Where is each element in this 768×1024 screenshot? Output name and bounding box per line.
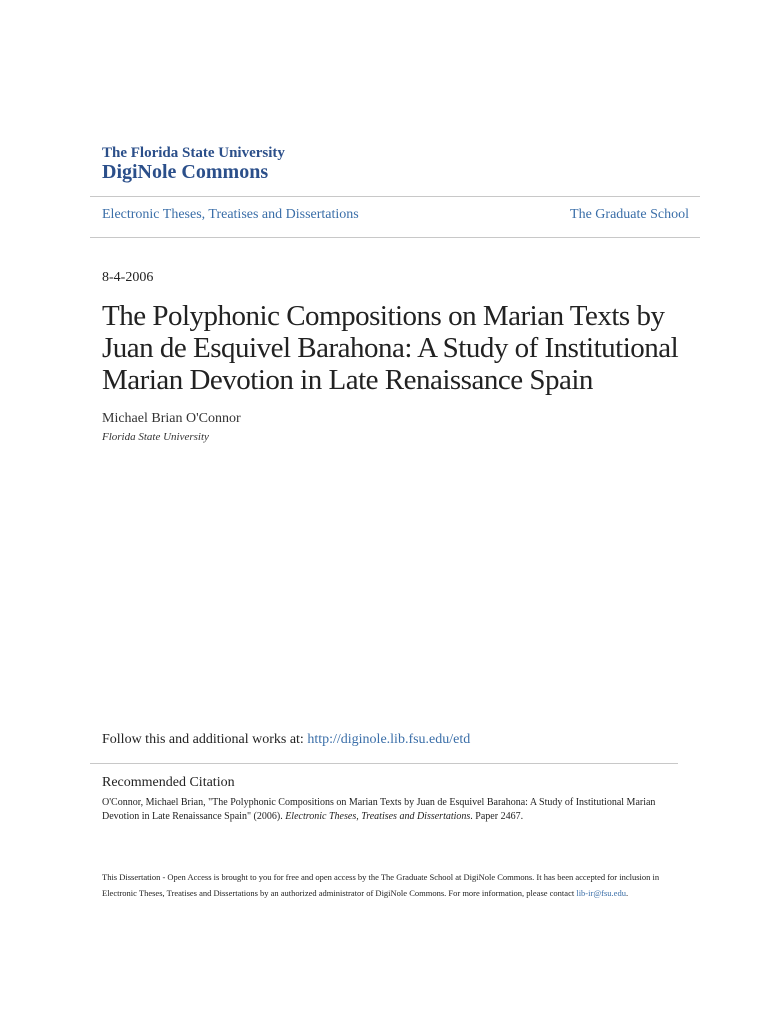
publication-date: 8-4-2006 — [102, 270, 154, 285]
follow-line — [102, 732, 470, 748]
access-notice-text: This Dissertation - Open Access is brought to you for free and open access by the The Graduate School at DigiNole Commons. It has been accepted for inclusion in Electronic Theses, Treatises and Dissertations by an authorized administrator of DigiNole Commons. For more information, please contact — [102, 872, 660, 898]
contact-email-link[interactable]: lib-ir@fsu.edu — [576, 888, 626, 898]
citation-heading: Recommended Citation — [102, 775, 235, 790]
follow-text: Follow this and additional works at: — [102, 732, 308, 747]
author-affiliation: Florida State University — [102, 431, 209, 443]
graduate-school-link[interactable]: The Graduate School — [570, 207, 689, 222]
author-name: Michael Brian O'Connor — [102, 411, 241, 426]
divider-top — [90, 196, 700, 197]
divider-citation — [90, 763, 678, 764]
divider-nav — [90, 237, 700, 238]
repository-url-link[interactable]: http://diginole.lib.fsu.edu/etd — [307, 732, 471, 747]
citation-paper: . Paper 2467. — [470, 810, 524, 822]
access-notice — [102, 869, 682, 901]
access-notice-end: . — [625, 888, 629, 898]
collection-link[interactable]: Electronic Theses, Treatises and Dissertations — [102, 207, 359, 222]
repository-name[interactable]: DigiNole Commons — [102, 161, 269, 183]
citation-text — [102, 796, 672, 823]
document-title: The Polyphonic Compositions on Marian Texts by Juan de Esquivel Barahona: A Study of Institutional Marian Devotion in Late Renaissance Spain — [102, 300, 679, 396]
citation-main: O'Connor, Michael Brian, "The Polyphonic Compositions on Marian Texts by Juan de Esquivel Barahona: A Study of Institutional Marian Devotion in Late Renaissance Spain" (2006). — [102, 797, 656, 822]
university-name: The Florida State University — [102, 145, 285, 161]
citation-series: Electronic Theses, Treatises and Dissertations — [285, 810, 471, 822]
